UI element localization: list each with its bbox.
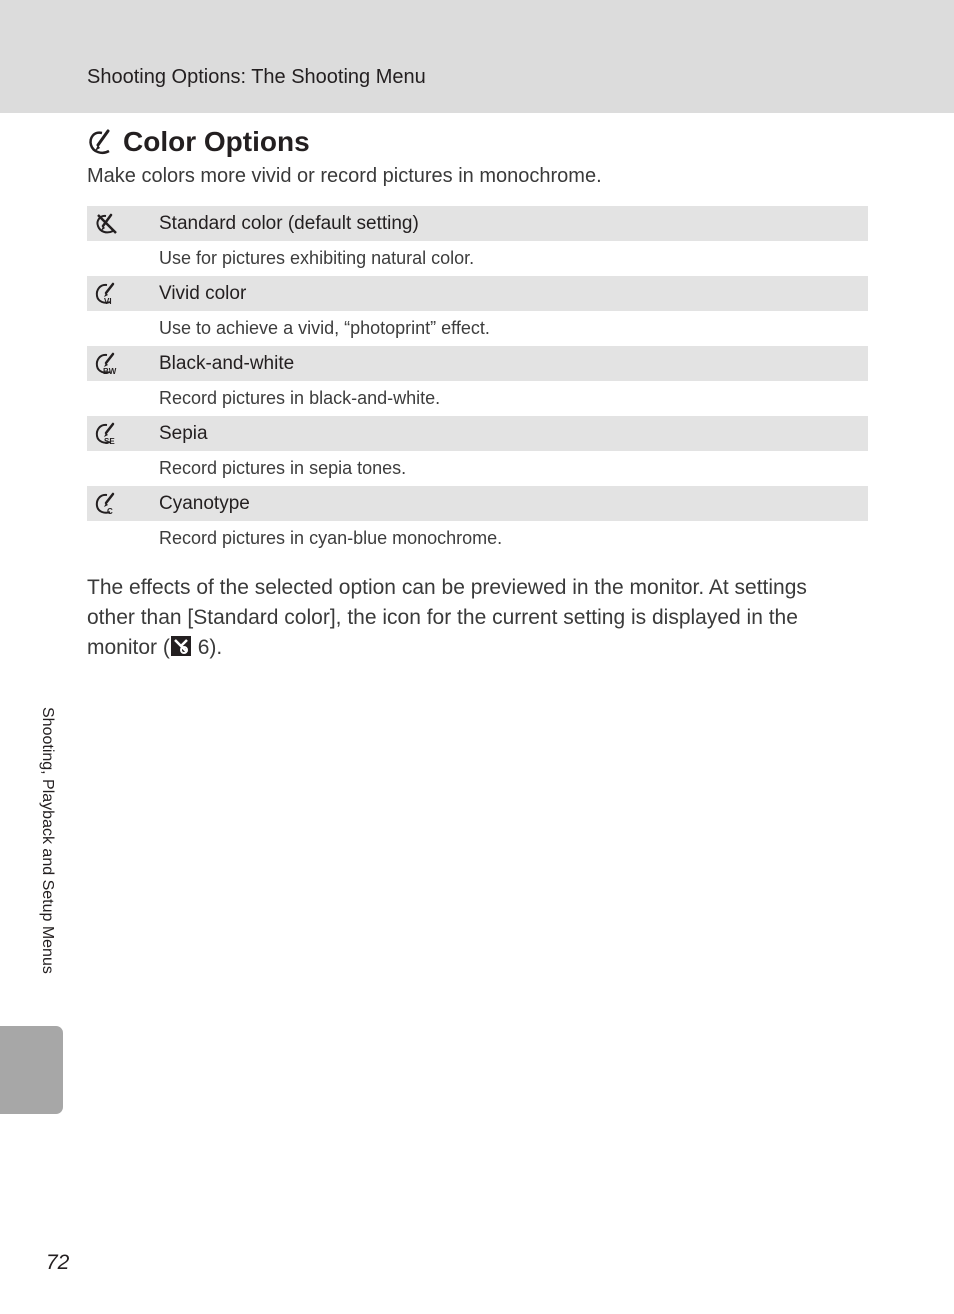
- bw-badge: BW: [103, 367, 117, 376]
- option-description: Record pictures in black-and-white.: [159, 388, 441, 408]
- option-label: Cyanotype: [159, 492, 250, 514]
- color-options-icon: [87, 127, 117, 157]
- option-row-vivid-color: [87, 276, 868, 311]
- option-description: Record pictures in cyan-blue monochrome.: [159, 528, 503, 548]
- option-row-cyanotype: [87, 486, 868, 521]
- side-tab-marker: [0, 1026, 63, 1114]
- cyanotype-icon: [95, 492, 119, 516]
- options-table: [87, 206, 868, 556]
- page-reference-icon: [170, 635, 192, 657]
- section-intro: Make colors more vivid or record pictures in monochrome.: [87, 165, 602, 187]
- side-tab-label: Shooting, Playback and Setup Menus: [39, 707, 56, 974]
- option-label: Sepia: [159, 422, 208, 444]
- cyanotype-badge: C: [107, 507, 113, 516]
- option-label: Black-and-white: [159, 352, 295, 374]
- running-header: Shooting Options: The Shooting Menu: [87, 66, 426, 88]
- option-row-black-and-white: [87, 346, 868, 381]
- option-row-sepia: [87, 416, 868, 451]
- option-description: Use for pictures exhibiting natural color.: [159, 248, 475, 268]
- page-number: 72: [46, 1251, 70, 1274]
- header-band: [0, 0, 954, 113]
- sepia-badge: SE: [104, 437, 115, 446]
- option-description: Record pictures in sepia tones.: [159, 458, 407, 478]
- option-label: Standard color (default setting): [159, 212, 419, 234]
- body-paragraph: [87, 573, 857, 663]
- section-title-text: Color Options: [123, 126, 310, 157]
- body-text-before: The effects of the selected option can be previewed in the monitor. At settings other than [Standard color], the icon for the current setting is displayed in the monitor (: [87, 576, 807, 659]
- black-and-white-icon: [95, 352, 119, 376]
- sepia-icon: [95, 422, 119, 446]
- standard-color-icon: [95, 212, 119, 236]
- vivid-badge: VI: [104, 297, 112, 306]
- section-title: [87, 122, 310, 162]
- option-row-standard-color: [87, 206, 868, 241]
- option-label: Vivid color: [159, 282, 247, 304]
- option-description: Use to achieve a vivid, “photoprint” effect.: [159, 318, 490, 338]
- body-text-after: 6).: [191, 636, 223, 659]
- vivid-color-icon: [95, 282, 119, 306]
